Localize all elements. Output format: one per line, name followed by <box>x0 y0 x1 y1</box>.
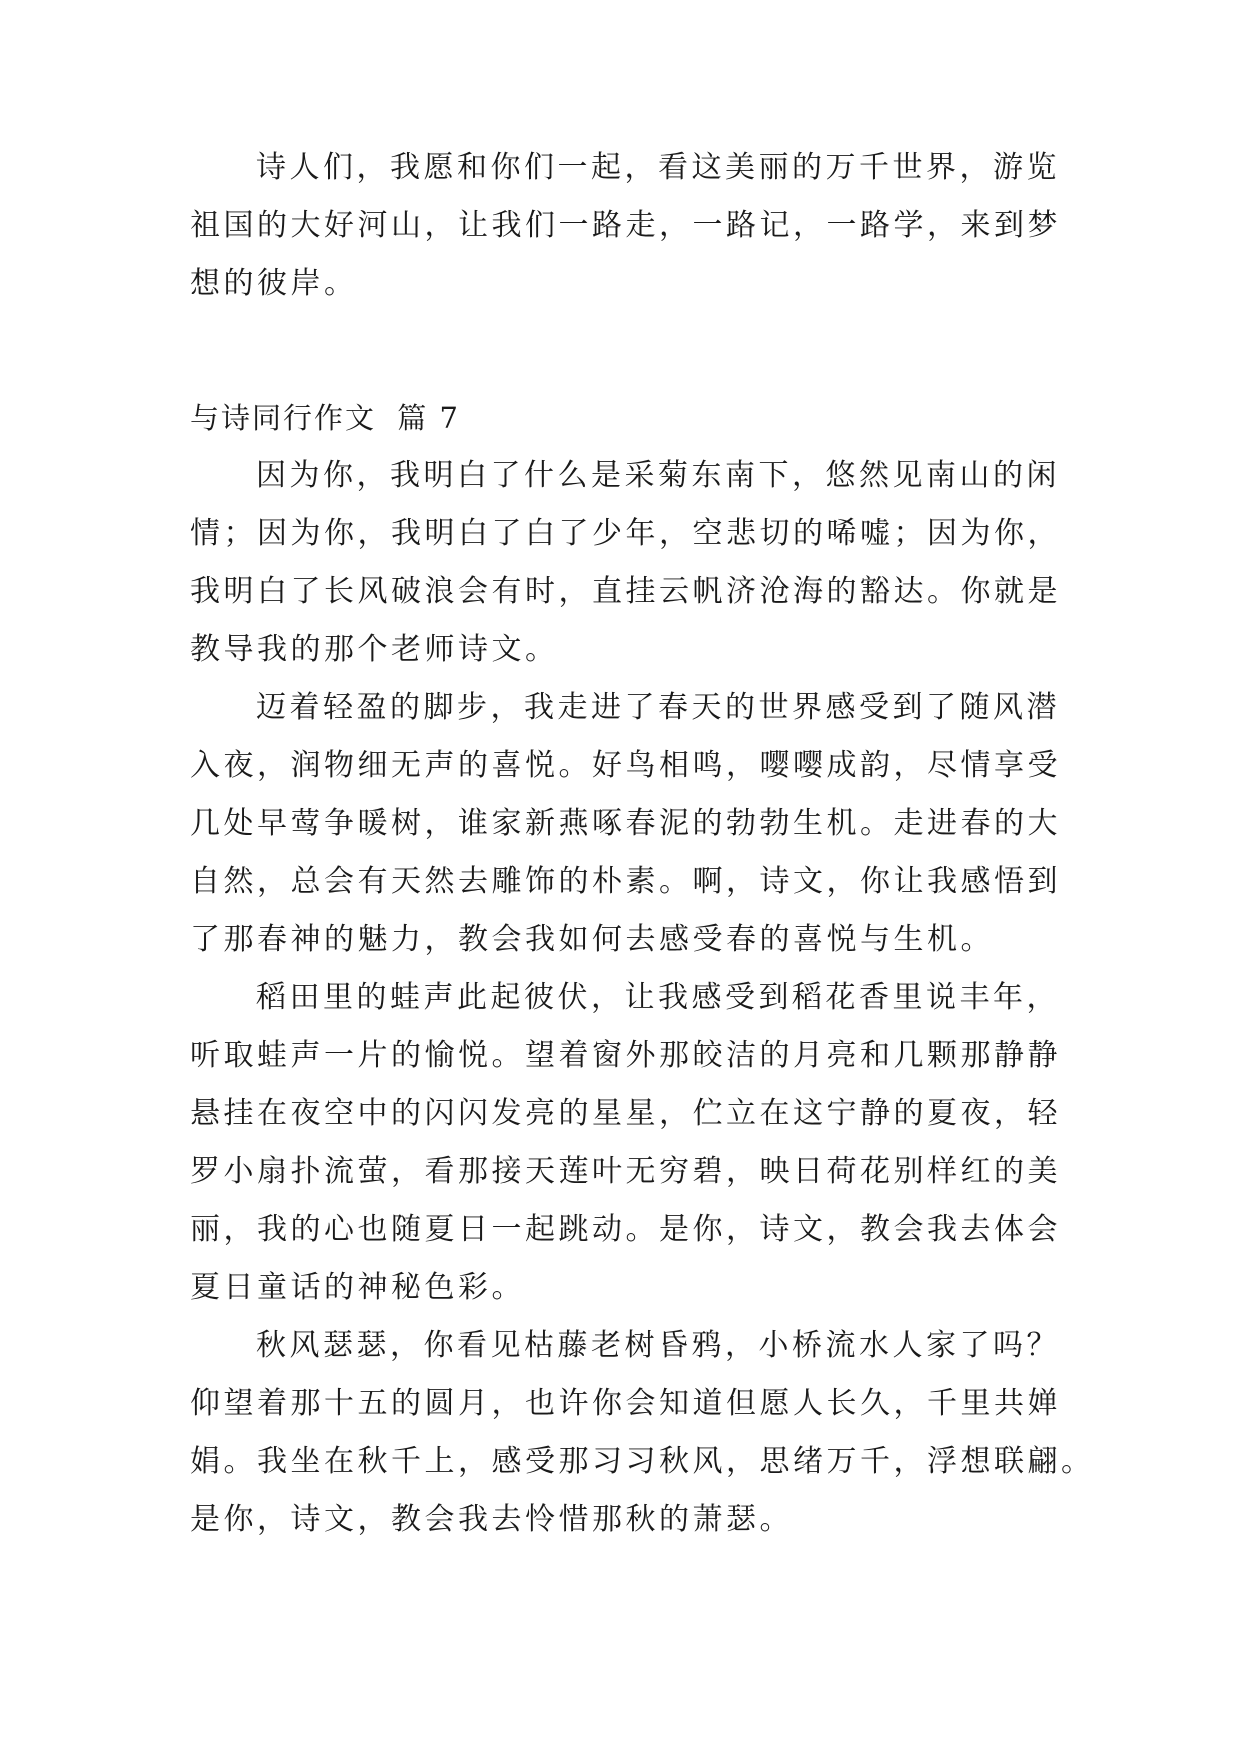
intro-paragraph <box>190 139 1070 313</box>
text-line: 悬挂在夜空中的闪闪发亮的星星，伫立在这宁静的夏夜，轻 <box>190 1096 1061 1131</box>
text-line: 诗人们，我愿和你们一起，看这美丽的万千世界，游览 <box>256 150 1060 185</box>
essay-body <box>190 447 1095 1549</box>
text-line: 迈着轻盈的脚步，我走进了春天的世界感受到了随风潜 <box>256 690 1060 725</box>
text-line: 仰望着那十五的圆月，也许你会知道但愿人长久，千里共婵 <box>190 1386 1061 1421</box>
text-line: 稻田里的蛙声此起彼伏，让我感受到稻花香里说丰年， <box>256 980 1060 1015</box>
text-line: 罗小扇扑流萤，看那接天莲叶无穷碧，映日荷花别样红的美 <box>190 1154 1061 1189</box>
section-heading <box>190 389 460 447</box>
text-line: 我明白了长风破浪会有时，直挂云帆济沧海的豁达。你就是 <box>190 574 1061 609</box>
text-line: 是你，诗文，教会我去怜惜那秋的萧瑟。 <box>190 1502 793 1537</box>
text-line: 丽，我的心也随夏日一起跳动。是你，诗文，教会我去体会 <box>190 1212 1061 1247</box>
text-line: 听取蛙声一片的愉悦。望着窗外那皎洁的月亮和几颗那静静 <box>190 1038 1061 1073</box>
text-line: 秋风瑟瑟，你看见枯藤老树昏鸦，小桥流水人家了吗？ <box>256 1328 1060 1363</box>
text-line: 入夜，润物细无声的喜悦。好鸟相鸣，嘤嘤成韵，尽情享受 <box>190 748 1061 783</box>
text-line: 情；因为你，我明白了白了少年，空悲切的唏嘘；因为你， <box>190 516 1061 551</box>
text-line: 因为你，我明白了什么是采菊东南下，悠然见南山的闲 <box>256 458 1060 493</box>
text-line: 几处早莺争暖树，谁家新燕啄春泥的勃勃生机。走进春的大 <box>190 806 1061 841</box>
text-line: 了那春神的魅力，教会我如何去感受春的喜悦与生机。 <box>190 922 994 957</box>
text-line: 夏日童话的神秘色彩。 <box>190 1270 525 1305</box>
text-line: 教导我的那个老师诗文。 <box>190 632 559 667</box>
text-line: 想的彼岸。 <box>190 266 358 301</box>
text-line: 祖国的大好河山，让我们一路走，一路记，一路学，来到梦 <box>190 208 1061 243</box>
section-title: 与诗同行作文 <box>190 401 377 435</box>
section-number: 篇 7 <box>397 401 460 435</box>
text-line: 自然，总会有天然去雕饰的朴素。啊，诗文，你让我感悟到 <box>190 864 1061 899</box>
text-line: 娟。我坐在秋千上，感受那习习秋风，思绪万千，浮想联翩。 <box>190 1444 1095 1479</box>
